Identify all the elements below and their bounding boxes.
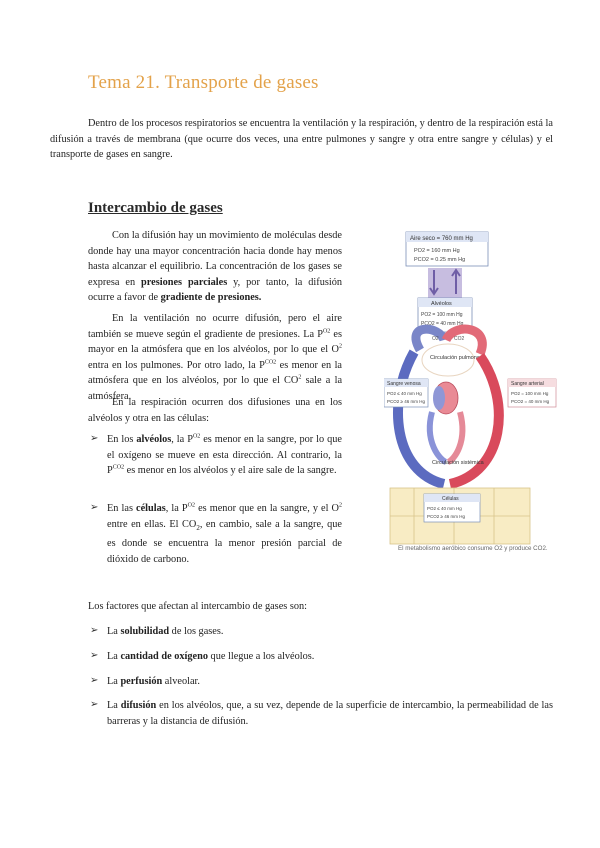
arterial-label: Sangre arterial — [511, 381, 544, 387]
factor-item: La cantidad de oxígeno que llegue a los alvéolos. — [107, 651, 315, 662]
cells-pco2: PCO2 ≥ 46 mm Hg — [427, 514, 465, 519]
arrow-bullet-icon: ➢ — [90, 675, 99, 686]
alveoli-label: Alvéolos — [431, 301, 452, 307]
alveoli-po2: PO2 = 100 mm Hg — [421, 312, 463, 318]
arrow-bullet-icon: ➢ — [90, 650, 99, 661]
cells-po2: PO2 ≤ 40 mm Hg — [427, 506, 462, 511]
factor-item: La solubilidad de los gases. — [107, 626, 224, 637]
gas-exchange-diagram — [384, 222, 560, 552]
systemic-label: Circulación sistémica — [432, 460, 484, 466]
paragraph-diffusion: Con la difusión hay un movimiento de moléculas desde donde hay una mayor concentración hacia donde hay menos hasta alcanzar el equilibrio. La concentración de los gases se expresa en presiones parciales y, por tanto, la difusión ocurre a favor de gradiente de presiones. — [88, 230, 343, 303]
arrow-bullet-icon: ➢ — [90, 502, 99, 513]
arrow-bullet-icon: ➢ — [90, 699, 99, 710]
bullet-alveolos: En los alvéolos, la $P^{O2}$ es menor en la sangre, por lo que el oxígeno se mueve en esta dirección. Al contrario, la $P^{CO2}$ es menor en los alvéolos y el aire sale de la sangre. — [107, 433, 342, 476]
arterial-pco2: PCO2 = 40 mm Hg — [511, 399, 550, 404]
factors-intro: Los factores que afectan al intercambio de gases son: — [88, 601, 308, 612]
alveoli-pco2: PCO2 = 40 mm Hg — [421, 321, 464, 327]
air-label: Aire seco = 760 mm Hg — [410, 236, 473, 242]
section-heading: Intercambio de gases — [88, 200, 223, 216]
pulmonary-label: Circulación pulmonar — [430, 355, 482, 361]
co2-label: CO2 — [454, 336, 465, 342]
venous-pco2: PCO2 ≥ 46 mm Hg — [387, 399, 425, 404]
intro-paragraph: Dentro de los procesos respiratorios se encuentra la ventilación y la respiración, y dentro de la respiración está la difusión a través de membrana (que ocurre dos veces, una entre pulmones y sangre y otra entre sangre y células) y el transporte de gases en sangre. — [50, 118, 553, 160]
paragraph-respiration: En la respiración ocurren dos difusiones una en los alvéolos y otra en las células: — [88, 397, 342, 424]
arrow-bullet-icon: ➢ — [90, 625, 99, 636]
page-title: Tema 21. Transporte de gases — [88, 72, 319, 93]
cells-label: Células — [442, 496, 459, 502]
arrow-bullet-icon: ➢ — [90, 433, 99, 444]
bullet-celulas: En las células, la $P^{O2}$ es menor que en la sangre, y el $O^2$ entre en ellas. El $CO_2$, en cambio, sale a la sangre, que es donde se encuentra la menor presión parcial de dióxido de carbono. — [107, 502, 342, 565]
figure-caption: El metabolismo aeróbico consume O2 y produce CO2. — [398, 545, 548, 552]
factor-item: La difusión en los alvéolos, que, a su vez, depende de la superficie de intercambio, la permeabilidad de las barreras y la distancia de difusión. — [107, 700, 553, 727]
venous-label: Sangre venosa — [387, 381, 421, 387]
air-pco2: PCO2 = 0.25 mm Hg — [414, 257, 466, 263]
arterial-po2: PO2 = 100 mm Hg — [511, 391, 549, 396]
air-po2: PO2 = 160 mm Hg — [414, 248, 460, 254]
factor-item: La perfusión alveolar. — [107, 676, 200, 687]
o2-label: O2 — [432, 336, 439, 342]
venous-po2: PO2 ≤ 40 mm Hg — [387, 391, 422, 396]
paragraph-ventilation: En la ventilación no ocurre difusión, pero el aire también se mueve según el gradiente de presiones. La $P^{O2}$ es mayor en la atmósfera que en los alvéolos, por lo que el $O^2$ entra en los pulmones. Por otro lado, la $P^{CO2}$ es menor en la atmósfera que en los alvéolos, por lo que el $CO^2$ sale a la atmósfera. — [88, 313, 343, 402]
